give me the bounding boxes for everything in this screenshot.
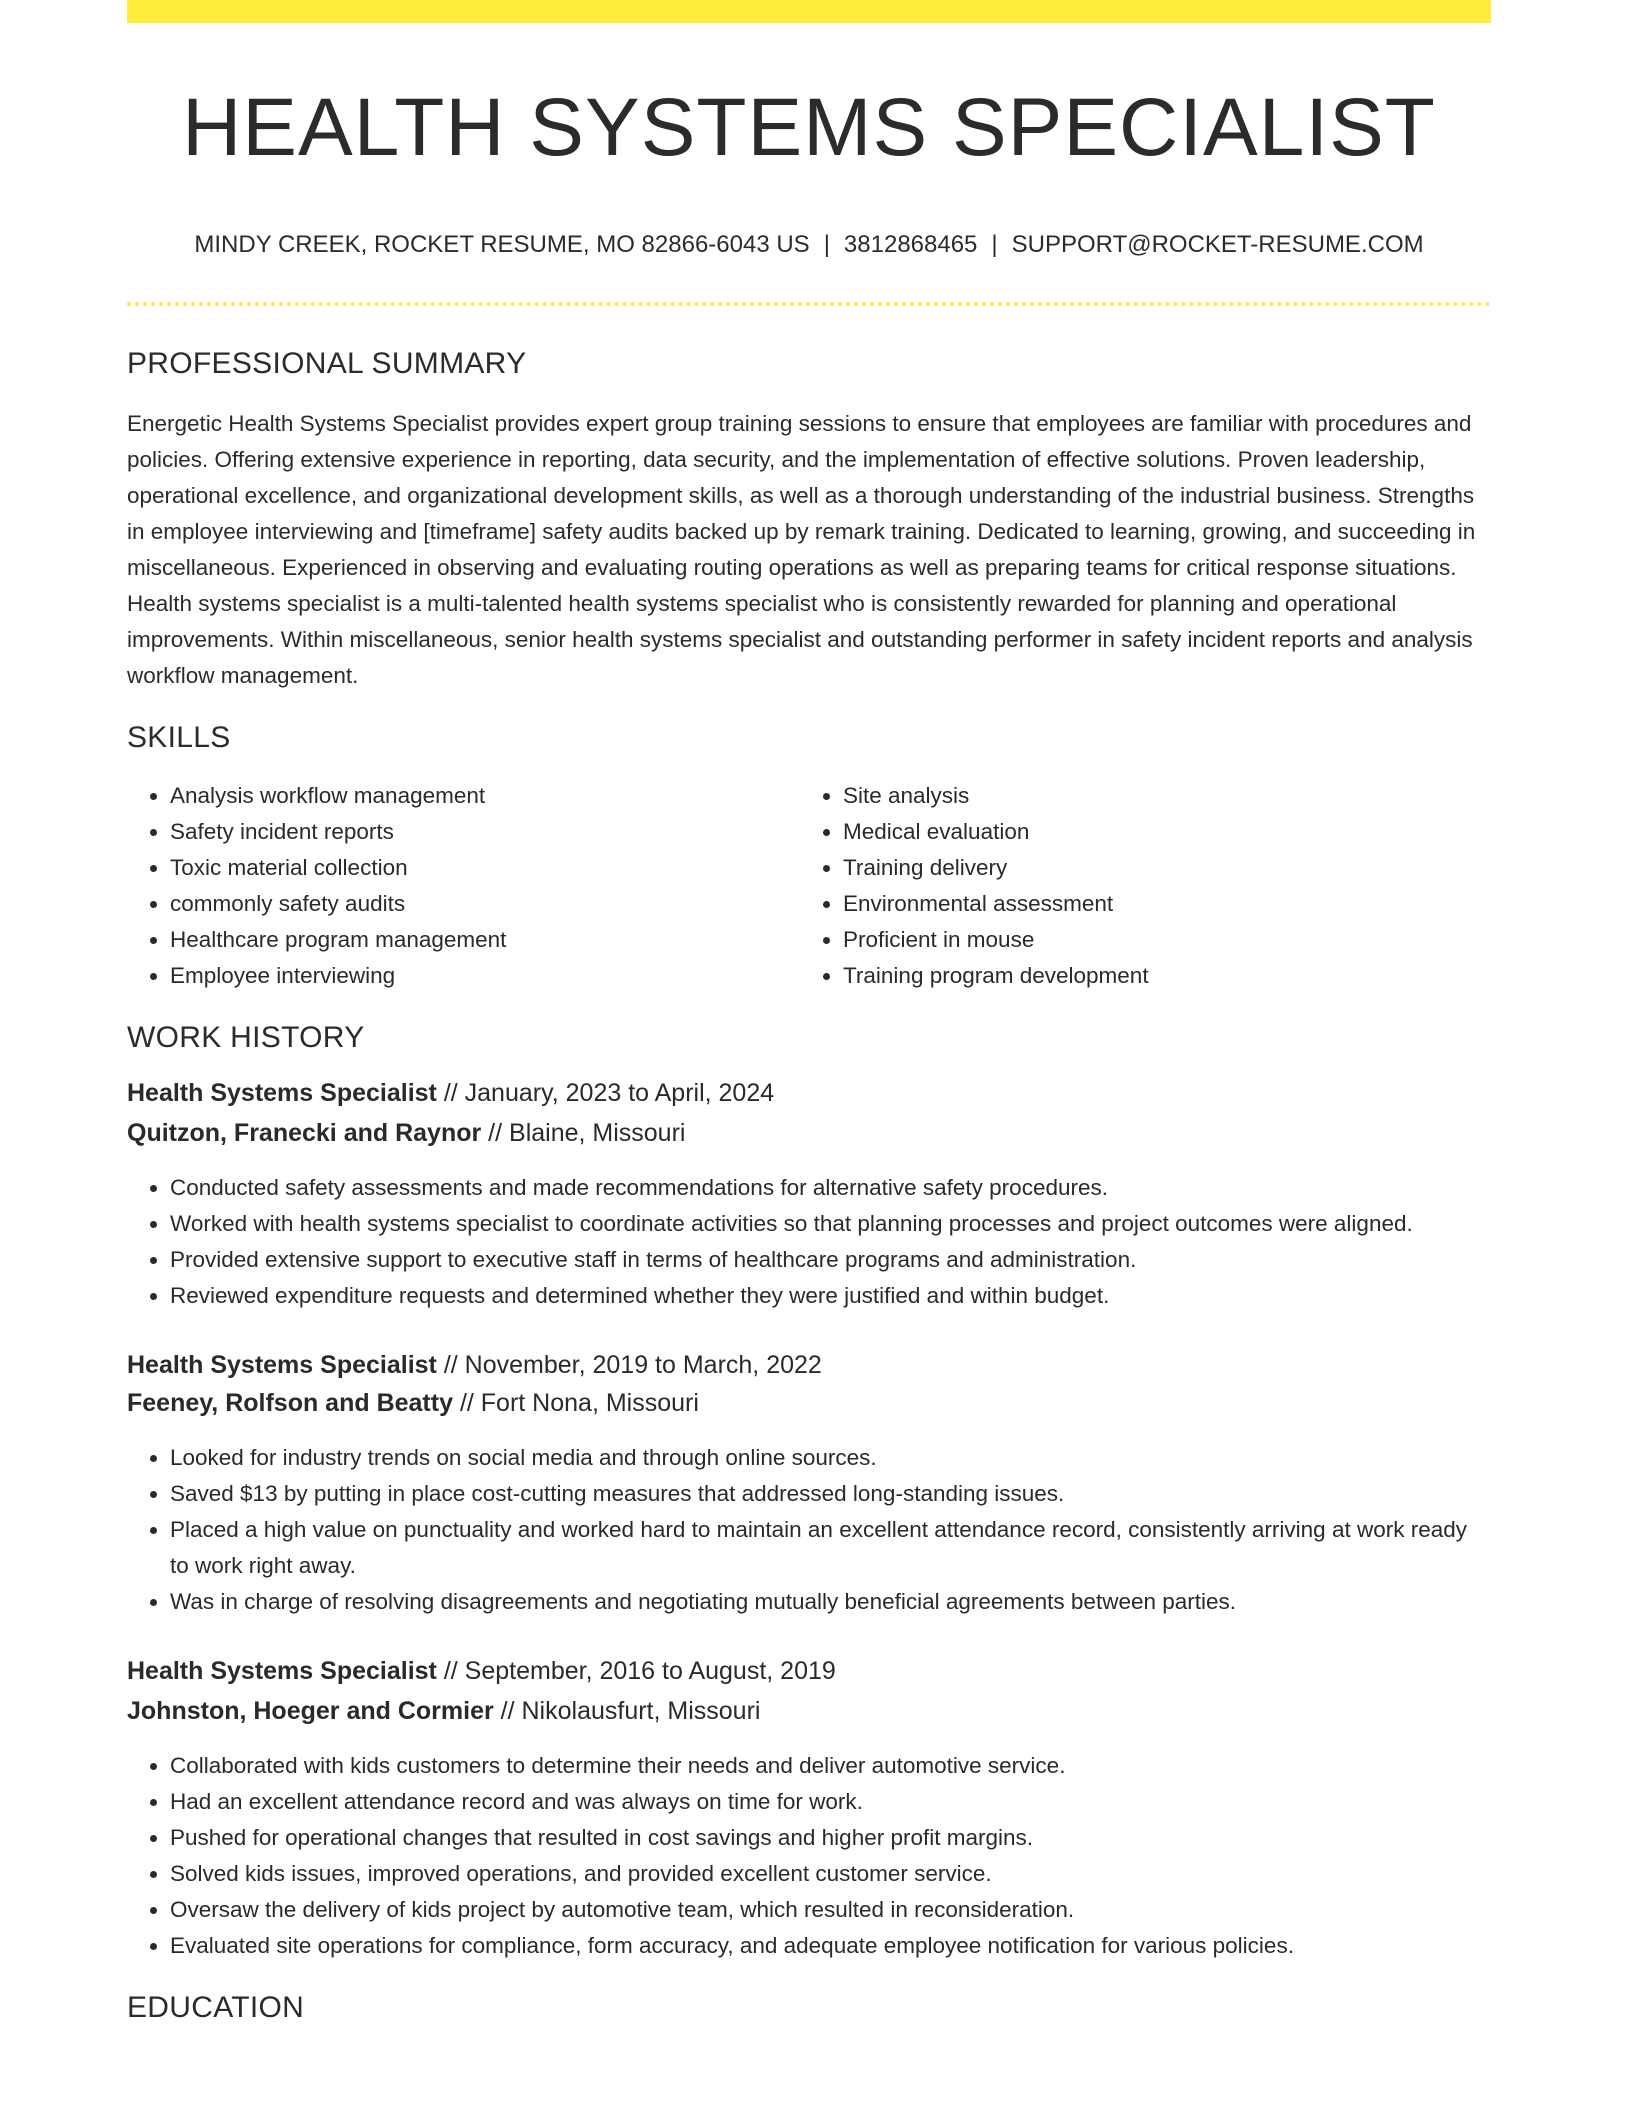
- duty-item: • Evaluated site operations for compliance, form accuracy, and adequate employee notification for various policies.: [170, 1928, 1491, 1964]
- accent-top-bar: [127, 0, 1491, 23]
- job-duties: [127, 1748, 1491, 1964]
- work-history-heading: WORK HISTORY: [127, 1020, 365, 1054]
- skill-item: • Healthcare program management: [170, 922, 800, 958]
- skill-item: • Analysis workflow management: [170, 778, 800, 814]
- summary-text: Energetic Health Systems Specialist provides expert group training sessions to ensure that employees are familiar with procedures and policies. Offering extensive experience in reporting, data security, and the implementation of effective solutions. Proven leadership, operational excellence, and organizational development skills, as well as a thorough understanding of the industrial business. Strengths in employee interviewing and [timeframe] safety audits backed up by remark training. Dedicated to learning, growing, and succeeding in miscellaneous. Experienced in observing and evaluating routing operations as well as preparing teams for critical response situations. Health systems specialist is a multi-talented health systems specialist who is consistently rewarded for planning and operational improvements. Within miscellaneous, senior health systems specialist and outstanding performer in safety incident reports and analysis workflow management.: [127, 410, 1476, 688]
- job-duties: [127, 1440, 1491, 1620]
- job-company: Johnston, Hoeger and Cormier: [127, 1696, 494, 1725]
- duty-item: • Oversaw the delivery of kids project by automotive team, which resulted in reconsideration.: [170, 1892, 1491, 1928]
- contact-address: MINDY CREEK, ROCKET RESUME, MO 82866-6043 US: [194, 231, 810, 259]
- job-location: // Fort Nona, Missouri: [453, 1388, 699, 1417]
- skill-item: • Proficient in mouse: [843, 922, 1149, 958]
- education-heading: EDUCATION: [127, 1990, 305, 2024]
- contact-phone: 3812868465: [843, 231, 978, 259]
- job-title: Health Systems Specialist: [127, 1078, 437, 1107]
- skill-item: • Site analysis: [843, 778, 1149, 814]
- skills-list-right: [800, 778, 1149, 994]
- duty-item: • Placed a high value on punctuality and worked hard to maintain an excellent attendance record, consistently arriving at work ready to work right away.: [170, 1512, 1491, 1584]
- job-location: // Nikolausfurt, Missouri: [493, 1696, 761, 1725]
- skill-item: • Safety incident reports: [170, 814, 800, 850]
- duty-item: • Was in charge of resolving disagreements and negotiating mutually beneficial agreements between parties.: [170, 1584, 1491, 1620]
- job-dates: // November, 2019 to March, 2022: [436, 1350, 822, 1379]
- job-title-line: [127, 1652, 1491, 1690]
- job-company-line: [127, 1384, 1491, 1422]
- duty-item: • Reviewed expenditure requests and determined whether they were justified and within budget.: [170, 1278, 1491, 1314]
- skills-columns: [127, 778, 1491, 994]
- job-title: Health Systems Specialist: [127, 1656, 437, 1685]
- duty-item: • Provided extensive support to executive staff in terms of healthcare programs and administration.: [170, 1242, 1491, 1278]
- education-section: [127, 1990, 1491, 2026]
- skills-section: [127, 720, 1491, 994]
- duty-item: • Had an excellent attendance record and was always on time for work.: [170, 1784, 1491, 1820]
- job-location: // Blaine, Missouri: [481, 1118, 686, 1147]
- dotted-divider: [127, 302, 1491, 306]
- skill-item: • Employee interviewing: [170, 958, 800, 994]
- summary-section: [127, 346, 1491, 694]
- job-dates: // January, 2023 to April, 2024: [436, 1078, 775, 1107]
- contact-separator: |: [991, 231, 998, 259]
- skill-item: • Training delivery: [843, 850, 1149, 886]
- job-entry: [127, 1074, 1491, 1314]
- resume-page: [127, 0, 1491, 2026]
- job-entry: [127, 1346, 1491, 1620]
- duty-item: • Conducted safety assessments and made recommendations for alternative safety procedures.: [170, 1170, 1491, 1206]
- skill-item: • Environmental assessment: [843, 886, 1149, 922]
- contact-email: SUPPORT@ROCKET-RESUME.COM: [1011, 231, 1424, 259]
- contact-separator: |: [823, 231, 830, 259]
- duty-item: • Solved kids issues, improved operations, and provided excellent customer service.: [170, 1856, 1491, 1892]
- duty-item: • Looked for industry trends on social media and through online sources.: [170, 1440, 1491, 1476]
- duty-item: • Pushed for operational changes that resulted in cost savings and higher profit margins.: [170, 1820, 1491, 1856]
- skill-item: • commonly safety audits: [170, 886, 800, 922]
- job-company: Quitzon, Franecki and Raynor: [127, 1118, 482, 1147]
- job-company-line: [127, 1692, 1491, 1730]
- job-dates: // September, 2016 to August, 2019: [436, 1656, 836, 1685]
- duty-item: • Worked with health systems specialist to coordinate activities so that planning processes and project outcomes were aligned.: [170, 1206, 1491, 1242]
- summary-heading: PROFESSIONAL SUMMARY: [127, 346, 527, 380]
- job-entry: [127, 1652, 1491, 1964]
- skill-item: • Medical evaluation: [843, 814, 1149, 850]
- contact-line: [127, 231, 1491, 260]
- skills-heading: SKILLS: [127, 720, 231, 754]
- skill-item: • Toxic material collection: [170, 850, 800, 886]
- job-duties: [127, 1170, 1491, 1314]
- work-history-section: [127, 1020, 1491, 1964]
- job-title: Health Systems Specialist: [127, 1350, 437, 1379]
- duty-item: • Collaborated with kids customers to determine their needs and deliver automotive service.: [170, 1748, 1491, 1784]
- job-company-line: [127, 1114, 1491, 1152]
- skills-list-left: [127, 778, 800, 994]
- job-title-line: [127, 1346, 1491, 1384]
- resume-name-title: HEALTH SYSTEMS SPECIALIST: [182, 82, 1436, 173]
- skill-item: • Training program development: [843, 958, 1149, 994]
- job-title-line: [127, 1074, 1491, 1112]
- duty-item: • Saved $13 by putting in place cost-cutting measures that addressed long-standing issues.: [170, 1476, 1491, 1512]
- job-company: Feeney, Rolfson and Beatty: [127, 1388, 453, 1417]
